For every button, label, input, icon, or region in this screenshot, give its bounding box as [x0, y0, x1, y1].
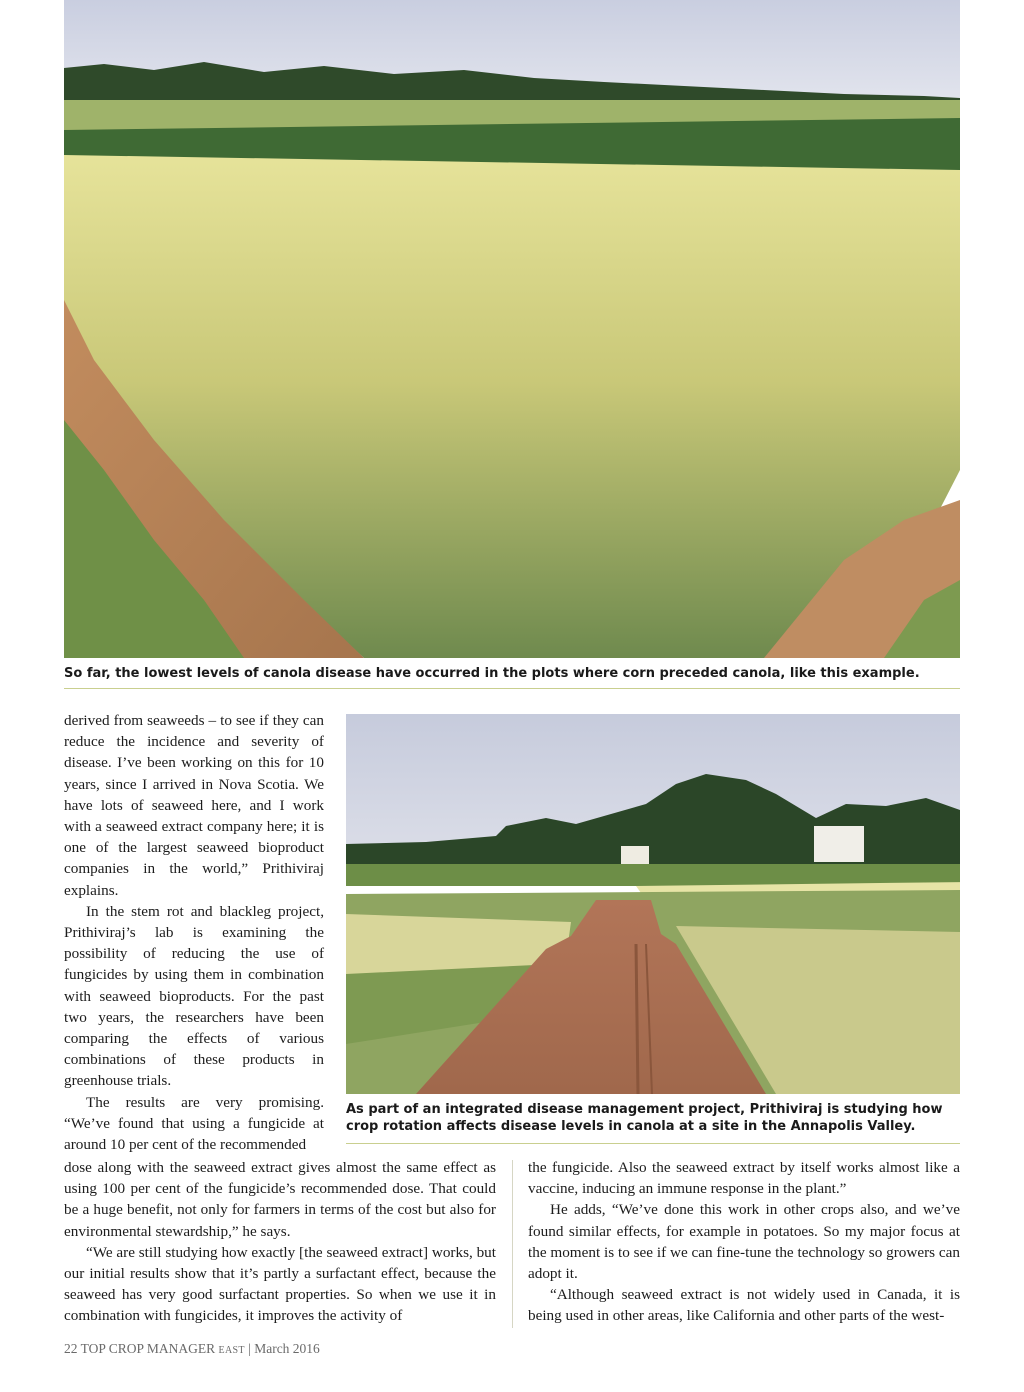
footer-separator: |	[248, 1341, 251, 1356]
middle-caption-rule	[346, 1143, 960, 1144]
paragraph: He adds, “We’ve done this work in other crops also, and we’ve found similar effects, for example in potatoes. So my major focus at the moment is to see if we can fine-tune the technology so growers can adopt it.	[528, 1201, 960, 1283]
article-right-column	[528, 1157, 960, 1327]
paragraph: The results are very promising. “We’ve found that using a fungicide at around 10 per cent of the recommended	[64, 1093, 324, 1154]
page-number: 22	[64, 1341, 78, 1356]
middle-photo-caption: As part of an integrated disease management project, Prithiviraj is studying how crop rotation affects disease levels in canola at a site in the Annapolis Valley.	[346, 1102, 943, 1134]
column-divider	[512, 1160, 513, 1328]
paragraph: the fungicide. Also the seaweed extract by itself works almost like a vaccine, inducing an immune response in the plant.”	[528, 1159, 960, 1198]
paragraph: “We are still studying how exactly [the seaweed extract] works, but our initial results show that it’s partly a surfactant effect, because the seaweed has very good surfactant properties. So when we use it in combination with fungicides, it improves the activity of	[64, 1243, 496, 1325]
article-narrow-column	[64, 710, 324, 1155]
article-left-column	[64, 1157, 496, 1327]
research-plots-illustration	[346, 714, 960, 1094]
top-caption-rule	[64, 688, 960, 689]
annapolis-valley-plots-photo	[346, 714, 960, 1094]
paragraph: “Although seaweed extract is not widely used in Canada, it is being used in other areas, like California and other parts of the west-	[528, 1286, 960, 1325]
paragraph: derived from seaweeds – to see if they can reduce the incidence and severity of disease. I’ve been working on this for 10 years, since I arrived in Nova Scotia. We have lots of seaweed here, and I work with a seaweed extract company here; it is one of the largest seaweed bioproduct companies in the world,” Prithiviraj explains.	[64, 712, 324, 899]
magazine-name: TOP CROP MANAGER	[80, 1341, 216, 1356]
paragraph: In the stem rot and blackleg project, Prithiviraj’s lab is examining the possibility of reducing the use of fungicides by using them in combination with seaweed bioproducts. For the past two years, the researchers have been comparing the effects of various combinations of these products in greenhouse trials.	[64, 902, 324, 1090]
edition-label: EAST	[218, 1345, 245, 1356]
page-footer	[64, 1341, 320, 1357]
canola-field-illustration	[64, 0, 960, 658]
top-photo-caption: So far, the lowest levels of canola disease have occurred in the plots where corn preceded canola, like this example.	[64, 666, 920, 681]
issue-date: March 2016	[254, 1341, 320, 1356]
paragraph: dose along with the seaweed extract gives almost the same effect as using 100 per cent of the fungicide’s recommended dose. That could be a huge benefit, not only for farmers in terms of the cost but also for environmental stewardship,” he says.	[64, 1159, 496, 1240]
canola-field-photo	[64, 0, 960, 658]
